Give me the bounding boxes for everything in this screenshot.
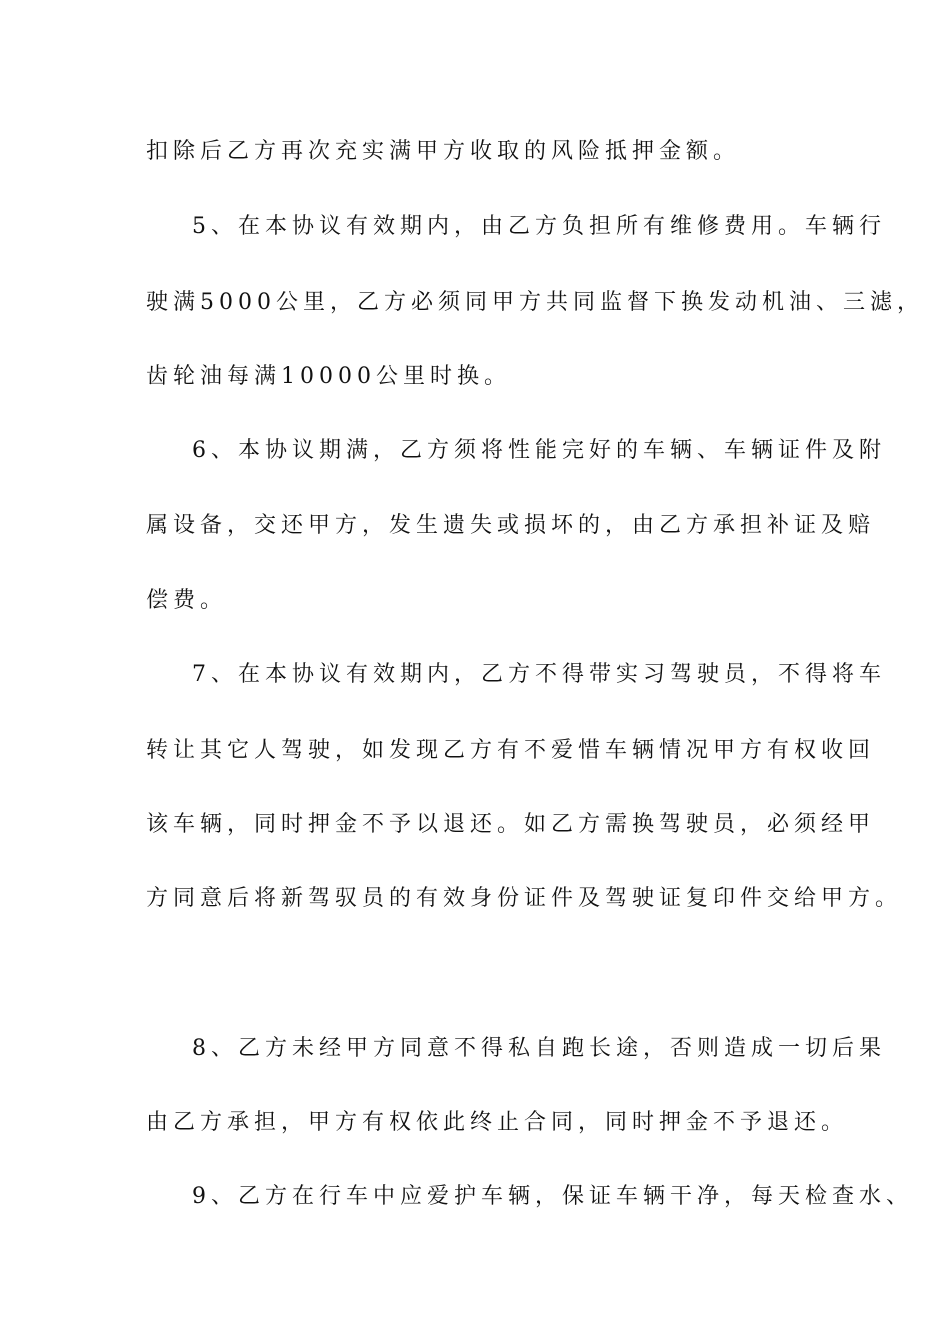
paragraph-6-line-3: 偿费。 — [146, 588, 228, 613]
paragraph-7-line-4: 方同意后将新驾驭员的有效身份证件及驾驶证复印件交给甲方。 — [146, 886, 903, 911]
paragraph-7-line-3: 该车辆，同时押金不予以退还。如乙方需换驾驶员，必须经甲 — [146, 812, 876, 837]
paragraph-5-line-2: 驶满5000公里，乙方必须同甲方共同监督下换发动机油、三滤， — [146, 290, 924, 315]
paragraph-8-line-1: 8、乙方未经甲方同意不得私自跑长途，否则造成一切后果 — [192, 1036, 886, 1061]
paragraph-5-line-1: 5、在本协议有效期内，由乙方负担所有维修费用。车辆行 — [192, 214, 886, 239]
paragraph-4-line-3: 扣除后乙方再次充实满甲方收取的风险抵押金额。 — [146, 139, 741, 164]
paragraph-5-line-3: 齿轮油每满10000公里时换。 — [146, 364, 511, 389]
paragraph-7-line-1: 7、在本协议有效期内，乙方不得带实习驾驶员，不得将车 — [192, 662, 886, 687]
paragraph-9-line-1: 9、乙方在行车中应爱护车辆，保证车辆干净，每天检查水、 — [192, 1184, 913, 1209]
paragraph-6-line-2: 属设备，交还甲方，发生遗失或损坏的，由乙方承担补证及赔 — [146, 513, 876, 538]
paragraph-7-line-2: 转让其它人驾驶，如发现乙方有不爱惜车辆情况甲方有权收回 — [146, 738, 876, 763]
paragraph-6-line-1: 6、本协议期满，乙方须将性能完好的车辆、车辆证件及附 — [192, 438, 886, 463]
paragraph-8-line-2: 由乙方承担，甲方有权依此终止合同，同时押金不予退还。 — [146, 1110, 849, 1135]
